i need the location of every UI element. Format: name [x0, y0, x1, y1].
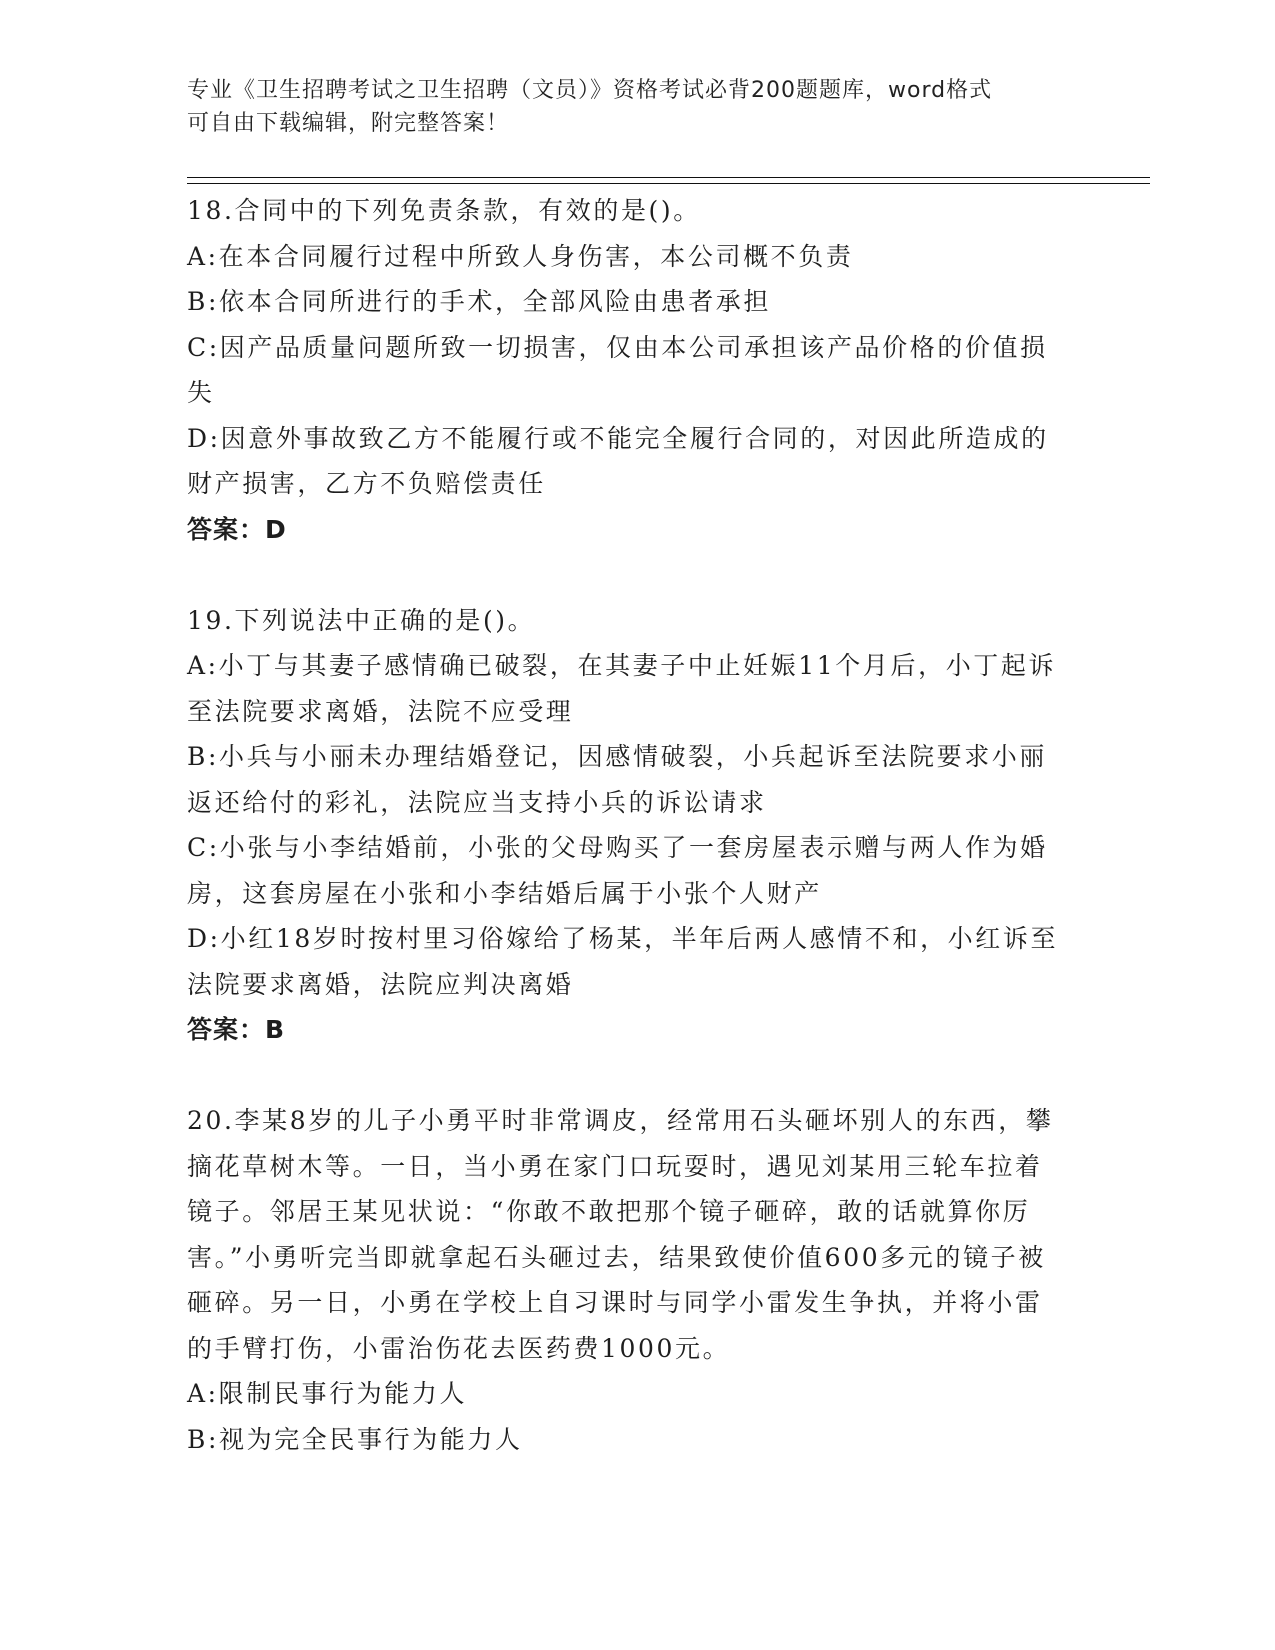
answer-label: 答案：D: [187, 514, 287, 544]
question-20: [187, 1098, 1067, 1462]
question-stem: 20.李某8岁的儿子小勇平时非常调皮，经常用石头砸坏别人的东西，攀摘花草树木等。一日，当小勇在家门口玩耍时，遇见刘某用三轮车拉着镜子。邻居王某见状说：“你敢不敢把那个镜子砸碎，敢的话就算你厉害。”小勇听完当即就拿起石头砸过去，结果致使价值600多元的镜子被砸碎。另一日，小勇在学校上自习课时与同学小雷发生争执，并将小雷的手臂打伤，小雷治伤花去医药费1000元。: [187, 1106, 1054, 1363]
question-18: [187, 188, 1067, 552]
option-b: B:小兵与小丽未办理结婚登记，因感情破裂，小兵起诉至法院要求小丽返还给付的彩礼，法院应当支持小兵的诉讼请求: [187, 742, 1047, 817]
option-d: D:小红18岁时按村里习俗嫁给了杨某，半年后两人感情不和，小红诉至法院要求离婚，法院应判决离婚: [187, 924, 1059, 999]
question-19: [187, 598, 1067, 1053]
question-list: [187, 188, 1067, 1462]
header-divider-bottom: [187, 183, 1150, 184]
header-divider-top: [187, 177, 1150, 178]
answer-label: 答案：B: [187, 1015, 286, 1044]
header-line-1: 专业《卫生招聘考试之卫生招聘（文员）》资格考试必背200题题库，word格式: [187, 78, 993, 103]
question-stem: 19.下列说法中正确的是()。: [187, 605, 536, 635]
option-c: C:小张与小李结婚前，小张的父母购买了一套房屋表示赠与两人作为婚房，这套房屋在小张和小李结婚后属于小张个人财产: [187, 833, 1048, 908]
question-spacer: [187, 552, 1067, 598]
option-a: A:小丁与其妻子感情确已破裂，在其妻子中止妊娠11个月后，小丁起诉至法院要求离婚，法院不应受理: [187, 651, 1057, 726]
option-d: D:因意外事故致乙方不能履行或不能完全履行合同的，对因此所造成的财产损害，乙方不负赔偿责任: [187, 423, 1049, 498]
question-spacer: [187, 1053, 1067, 1099]
option-b: B:视为完全民事行为能力人: [187, 1424, 523, 1454]
option-c: C:因产品质量问题所致一切损害，仅由本公司承担该产品价格的价值损失: [187, 332, 1048, 407]
document-header: [187, 74, 1067, 140]
question-stem: 18.合同中的下列免责条款，有效的是()。: [187, 196, 701, 225]
header-line-2: 可自由下载编辑，附完整答案！: [187, 111, 510, 136]
option-a: A:在本合同履行过程中所致人身伤害，本公司概不负责: [187, 241, 854, 271]
option-b: B:依本合同所进行的手术，全部风险由患者承担: [187, 287, 771, 316]
option-a: A:限制民事行为能力人: [187, 1379, 468, 1408]
